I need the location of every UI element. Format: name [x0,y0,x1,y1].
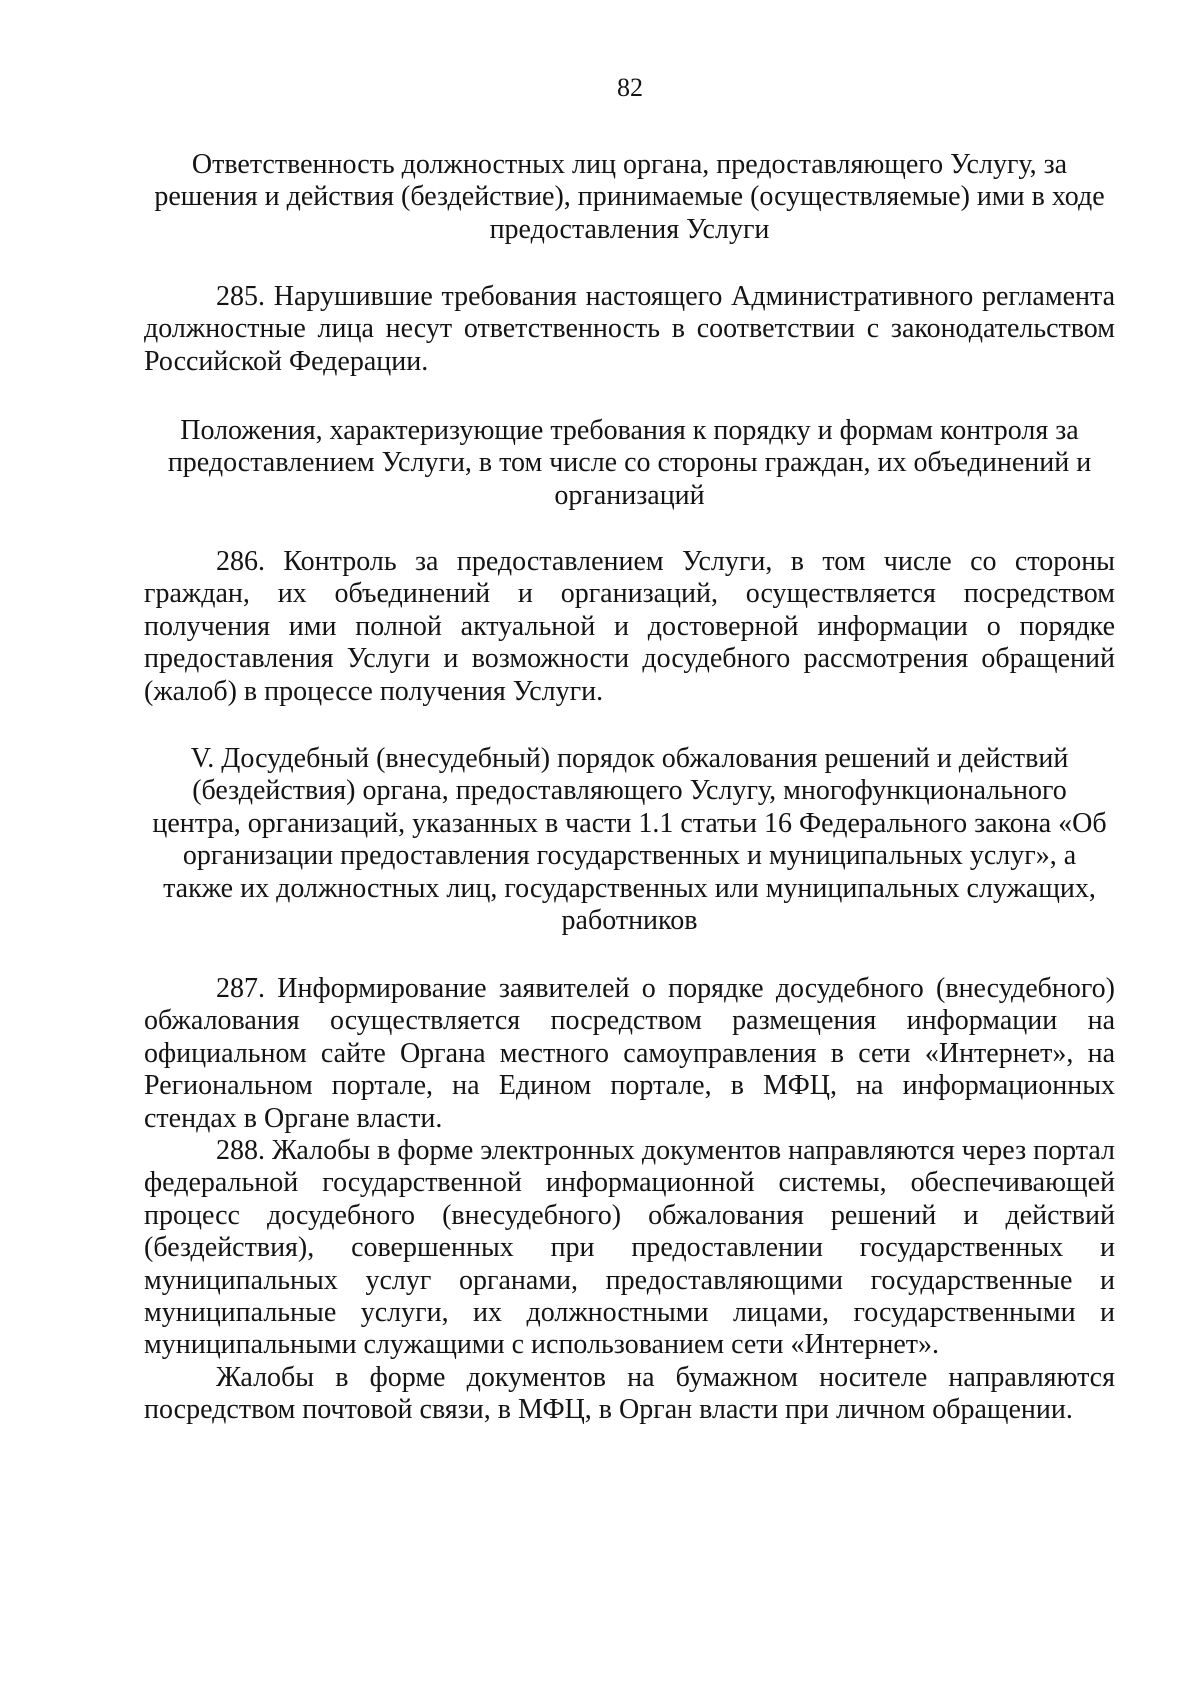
paragraphs-287-288-container [144,973,1115,1427]
section-heading-appeal-procedure: V. Досудебный (внесудебный) порядок обжалования решений и действий (бездействия) органа, предоставляющего Услугу, многофункционального центра, организаций, указанных в части 1.1 статьи 16 Федерального закона «Об организации предоставления государственных и муниципальных услуг», а также их должностных лиц, государственных или муниципальных служащих, работников [152,743,1107,937]
section-heading-control: Положения, характеризующие требования к порядку и формам контроля за предоставлением Услуги, в том числе со стороны граждан, их объединений и организаций [167,415,1092,511]
paragraph-286: 286. Контроль за предоставлением Услуги, в том числе со стороны граждан, их объединений и организаций, осуществляется посредством получения ими полной актуальной и достоверной информации о порядке предоставления Услуги и возможности досудебного рассмотрения обращений (жалоб) в процессе получения Услуги. [144,546,1115,707]
page-number: 82 [617,73,643,102]
paragraph-288-continuation: Жалобы в форме документов на бумажном носителе направляются посредством почтовой связи, в МФЦ, в Орган власти при личном обращении. [144,1361,1115,1426]
paragraph-288: 288. Жалобы в форме электронных документов направляются через портал федеральной государственной информационной системы, обеспечивающей процесс досудебного (внесудебного) обжалования решений и действий (бездействия), совершенных при предоставлении государственных и муниципальных услуг органами, предоставляющими государственные и муниципальные услуги, их должностными лицами, государственными и муниципальными служащими с использованием сети «Интернет». [144,1135,1115,1361]
paragraph-286-container [144,546,1115,708]
paragraph-287: 287. Информирование заявителей о порядке досудебного (внесудебного) обжалования осуществляется посредством размещения информации на официальном сайте Органа местного самоуправления в сети «Интернет», на Региональном портале, на Едином портале, в МФЦ, на информационных стендах в Органе власти. [144,973,1115,1134]
paragraph-285-container [144,281,1115,378]
section-heading-responsibility: Ответственность должностных лиц органа, предоставляющего Услугу, за решения и действия (бездействие), принимаемые (осуществляемые) ими в ходе предоставления Услуги [154,149,1105,245]
paragraph-285: 285. Нарушившие требования настоящего Административного регламента должностные лица несут ответственность в соответствии с законодательством Российской Федерации. [144,281,1115,377]
